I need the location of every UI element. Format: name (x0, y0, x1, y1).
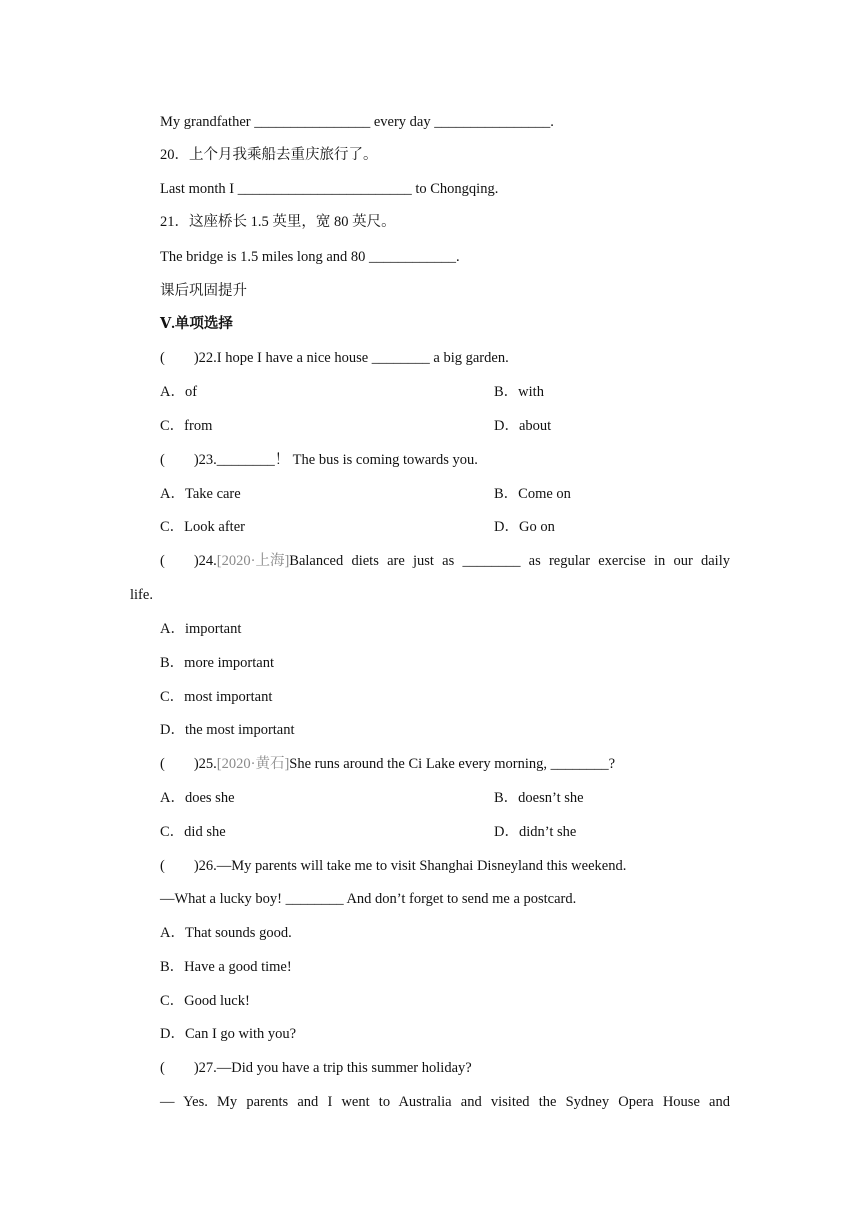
question-26-option-a: A．That sounds good. (160, 925, 292, 941)
question-26-option-b: B．Have a good time! (160, 959, 292, 975)
question-23-option-b: B．Come on (494, 486, 571, 502)
question-26-reply: —What a lucky boy! ________ And don’t forget to send me a postcard. (160, 891, 577, 907)
question-25-source: [2020·黄石] (216, 756, 290, 772)
question-24-text: Balanced diets are just as ________ as regular exercise in our daily (289, 553, 730, 569)
question-22-option-b: B．with (494, 384, 544, 400)
question-25-option-a: A．does she (160, 790, 235, 806)
question-24-source: [2020·上海] (216, 553, 290, 569)
question-23-option-a: A．Take care (160, 486, 241, 502)
question-22-option-d: D．about (494, 418, 552, 434)
question-25-option-b: B．doesn’t she (494, 790, 584, 806)
question-27: ( )27.—Did you have a trip this summer holiday? (160, 1060, 472, 1076)
question-24-option-d: D．the most important (160, 722, 295, 738)
question-25-option-c: C．did she (160, 824, 226, 840)
question-22: ( )22.I hope I have a nice house ________ a big garden. (160, 350, 509, 366)
exercise-21-prompt: 21．这座桥长 1.5 英里，宽 80 英尺。 (160, 214, 396, 230)
exercise-20-prompt: 20．上个月我乘船去重庆旅行了。 (160, 147, 378, 163)
question-25 (160, 754, 615, 774)
section-heading-post-class: 课后巩固提升 (160, 283, 247, 299)
question-24 (160, 551, 730, 571)
question-23: ( )23.________！ The bus is coming towards you. (160, 452, 478, 468)
question-26-option-d: D．Can I go with you? (160, 1026, 297, 1042)
question-23-option-d: D．Go on (494, 519, 555, 535)
exercise-19-answer-line: My grandfather ________________ every day ________________. (160, 114, 554, 130)
question-24-number: ( )24. (160, 553, 217, 569)
question-27-reply: — Yes. My parents and I went to Australia and visited the Sydney Opera House and (160, 1094, 730, 1110)
question-24-option-a: A．important (160, 621, 242, 637)
exercise-21-answer-line: The bridge is 1.5 miles long and 80 ____________. (160, 249, 460, 265)
question-25-text: She runs around the Ci Lake every morning, ________? (289, 756, 616, 772)
question-26: ( )26.—My parents will take me to visit Shanghai Disneyland this weekend. (160, 858, 627, 874)
question-23-option-c: C．Look after (160, 519, 245, 535)
question-22-option-c: C．from (160, 418, 213, 434)
question-24-continuation: life. (130, 587, 153, 603)
question-22-option-a: A．of (160, 384, 198, 400)
question-24-option-b: B．more important (160, 655, 274, 671)
question-26-option-c: C．Good luck! (160, 993, 250, 1009)
section-heading-multiple-choice: Ⅴ.单项选择 (160, 316, 233, 332)
question-25-number: ( )25. (160, 756, 217, 772)
question-24-option-c: C．most important (160, 689, 273, 705)
exercise-20-answer-line: Last month I ________________________ to Chongqing. (160, 181, 499, 197)
question-25-option-d: D．didn’t she (494, 824, 577, 840)
